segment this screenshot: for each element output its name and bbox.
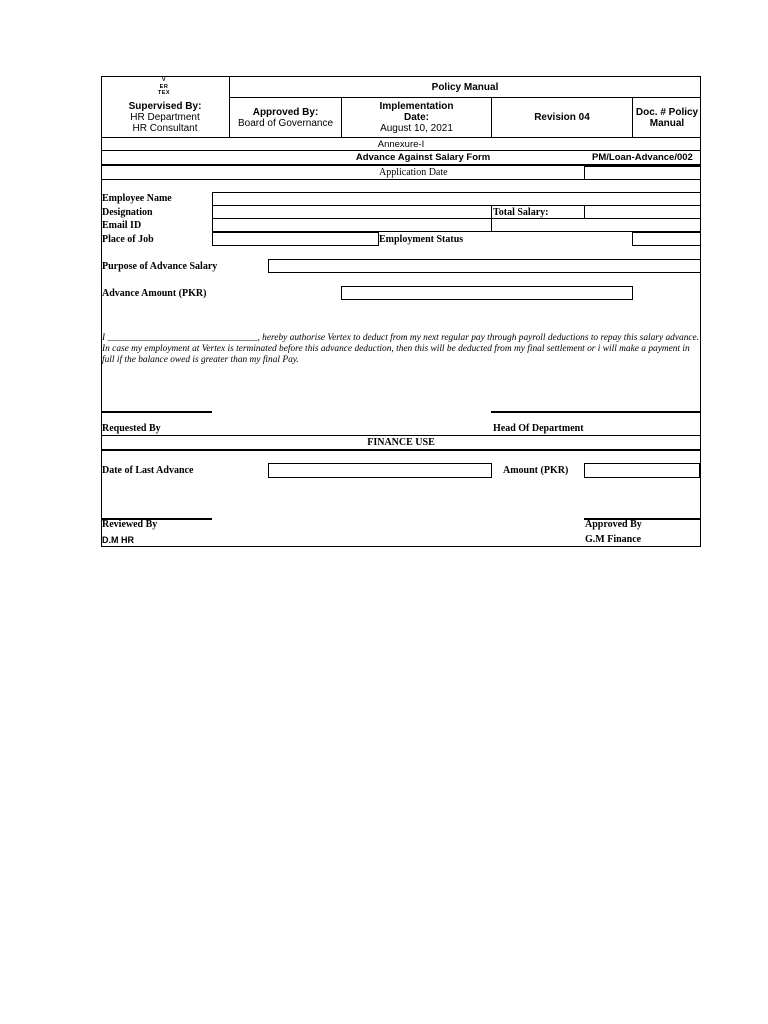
approved-by-label: Approved By xyxy=(585,519,642,530)
reviewed-by-label: Reviewed By xyxy=(102,519,158,530)
employment-status-input[interactable] xyxy=(632,232,701,246)
place-of-job-label: Place of Job xyxy=(102,234,154,245)
email-id-label: Email ID xyxy=(102,220,142,231)
company-logo: V ER TEX xyxy=(157,77,171,96)
employee-name-input[interactable] xyxy=(212,192,701,206)
application-date-label: Application Date xyxy=(379,167,448,178)
supervised-by-line1: HR Department xyxy=(130,112,200,123)
approver-title: G.M Finance xyxy=(585,534,642,545)
approved-by-cell xyxy=(230,98,341,137)
supervised-by-line2: HR Consultant xyxy=(132,123,198,134)
reviewer-title: D.M HR xyxy=(102,535,134,545)
last-advance-input[interactable] xyxy=(268,463,492,478)
implementation-label-2: Date: xyxy=(403,112,429,123)
doc-number-line2: Manual xyxy=(649,117,685,129)
purpose-label: Purpose of Advance Salary xyxy=(102,261,218,272)
approved-by-value: Board of Governance xyxy=(237,117,334,129)
last-advance-label: Date of Last Advance xyxy=(102,465,194,476)
requested-by-signature-line[interactable] xyxy=(101,411,212,413)
declaration-name-blank[interactable]: ________________________________ xyxy=(107,333,258,343)
finance-use-heading: FINANCE USE xyxy=(367,437,435,448)
place-of-job-input[interactable] xyxy=(212,232,379,246)
purpose-input[interactable] xyxy=(268,259,701,273)
revision-cell: Revision 04 xyxy=(534,112,590,123)
supervised-by-cell xyxy=(101,98,229,137)
annexure-label: Annexure-I xyxy=(377,138,425,150)
finance-amount-label: Amount (PKR) xyxy=(503,465,569,476)
declaration-prefix: I xyxy=(102,333,106,343)
requested-by-label: Requested By xyxy=(102,423,161,434)
implementation-date-cell xyxy=(342,98,491,137)
head-of-department-label: Head Of Department xyxy=(493,423,584,434)
advance-amount-label: Advance Amount (PKR) xyxy=(102,288,207,299)
email-id-input-extension[interactable] xyxy=(491,218,701,232)
advance-amount-input[interactable] xyxy=(341,286,633,300)
implementation-date-value: August 10, 2021 xyxy=(380,123,453,134)
finance-amount-input[interactable] xyxy=(584,463,700,478)
application-date-input[interactable] xyxy=(584,166,701,180)
head-of-department-signature-line[interactable] xyxy=(491,411,701,413)
total-salary-input[interactable] xyxy=(584,205,701,219)
total-salary-label: Total Salary: xyxy=(493,207,549,218)
designation-label: Designation xyxy=(102,207,153,218)
designation-input[interactable] xyxy=(212,205,492,219)
document-title: Policy Manual xyxy=(431,81,499,93)
approved-by-label: Approved By: xyxy=(252,106,319,118)
employment-status-label: Employment Status xyxy=(379,234,464,245)
doc-number-line1: Doc. # Policy xyxy=(635,106,699,118)
doc-number-cell xyxy=(633,98,701,137)
finance-divider xyxy=(101,449,701,451)
email-id-input[interactable] xyxy=(212,218,492,232)
declaration-text xyxy=(102,333,700,366)
employee-name-label: Employee Name xyxy=(102,193,172,204)
declaration-body: , hereby authorise Vertex to deduct from my next regular pay through payroll deductions to repay this salary advance. In case my employment at Vertex is terminated before this advance deduction, then this will be deducted from my final settlement or i will make a payment in full if the balance owed is greater than my final Pay. xyxy=(102,333,700,365)
form-code: PM/Loan-Advance/002 xyxy=(592,152,693,163)
supervised-by-label: Supervised By: xyxy=(128,101,202,112)
form-title: Advance Against Salary Form xyxy=(355,152,491,163)
implementation-label-1: Implementation xyxy=(379,101,454,112)
